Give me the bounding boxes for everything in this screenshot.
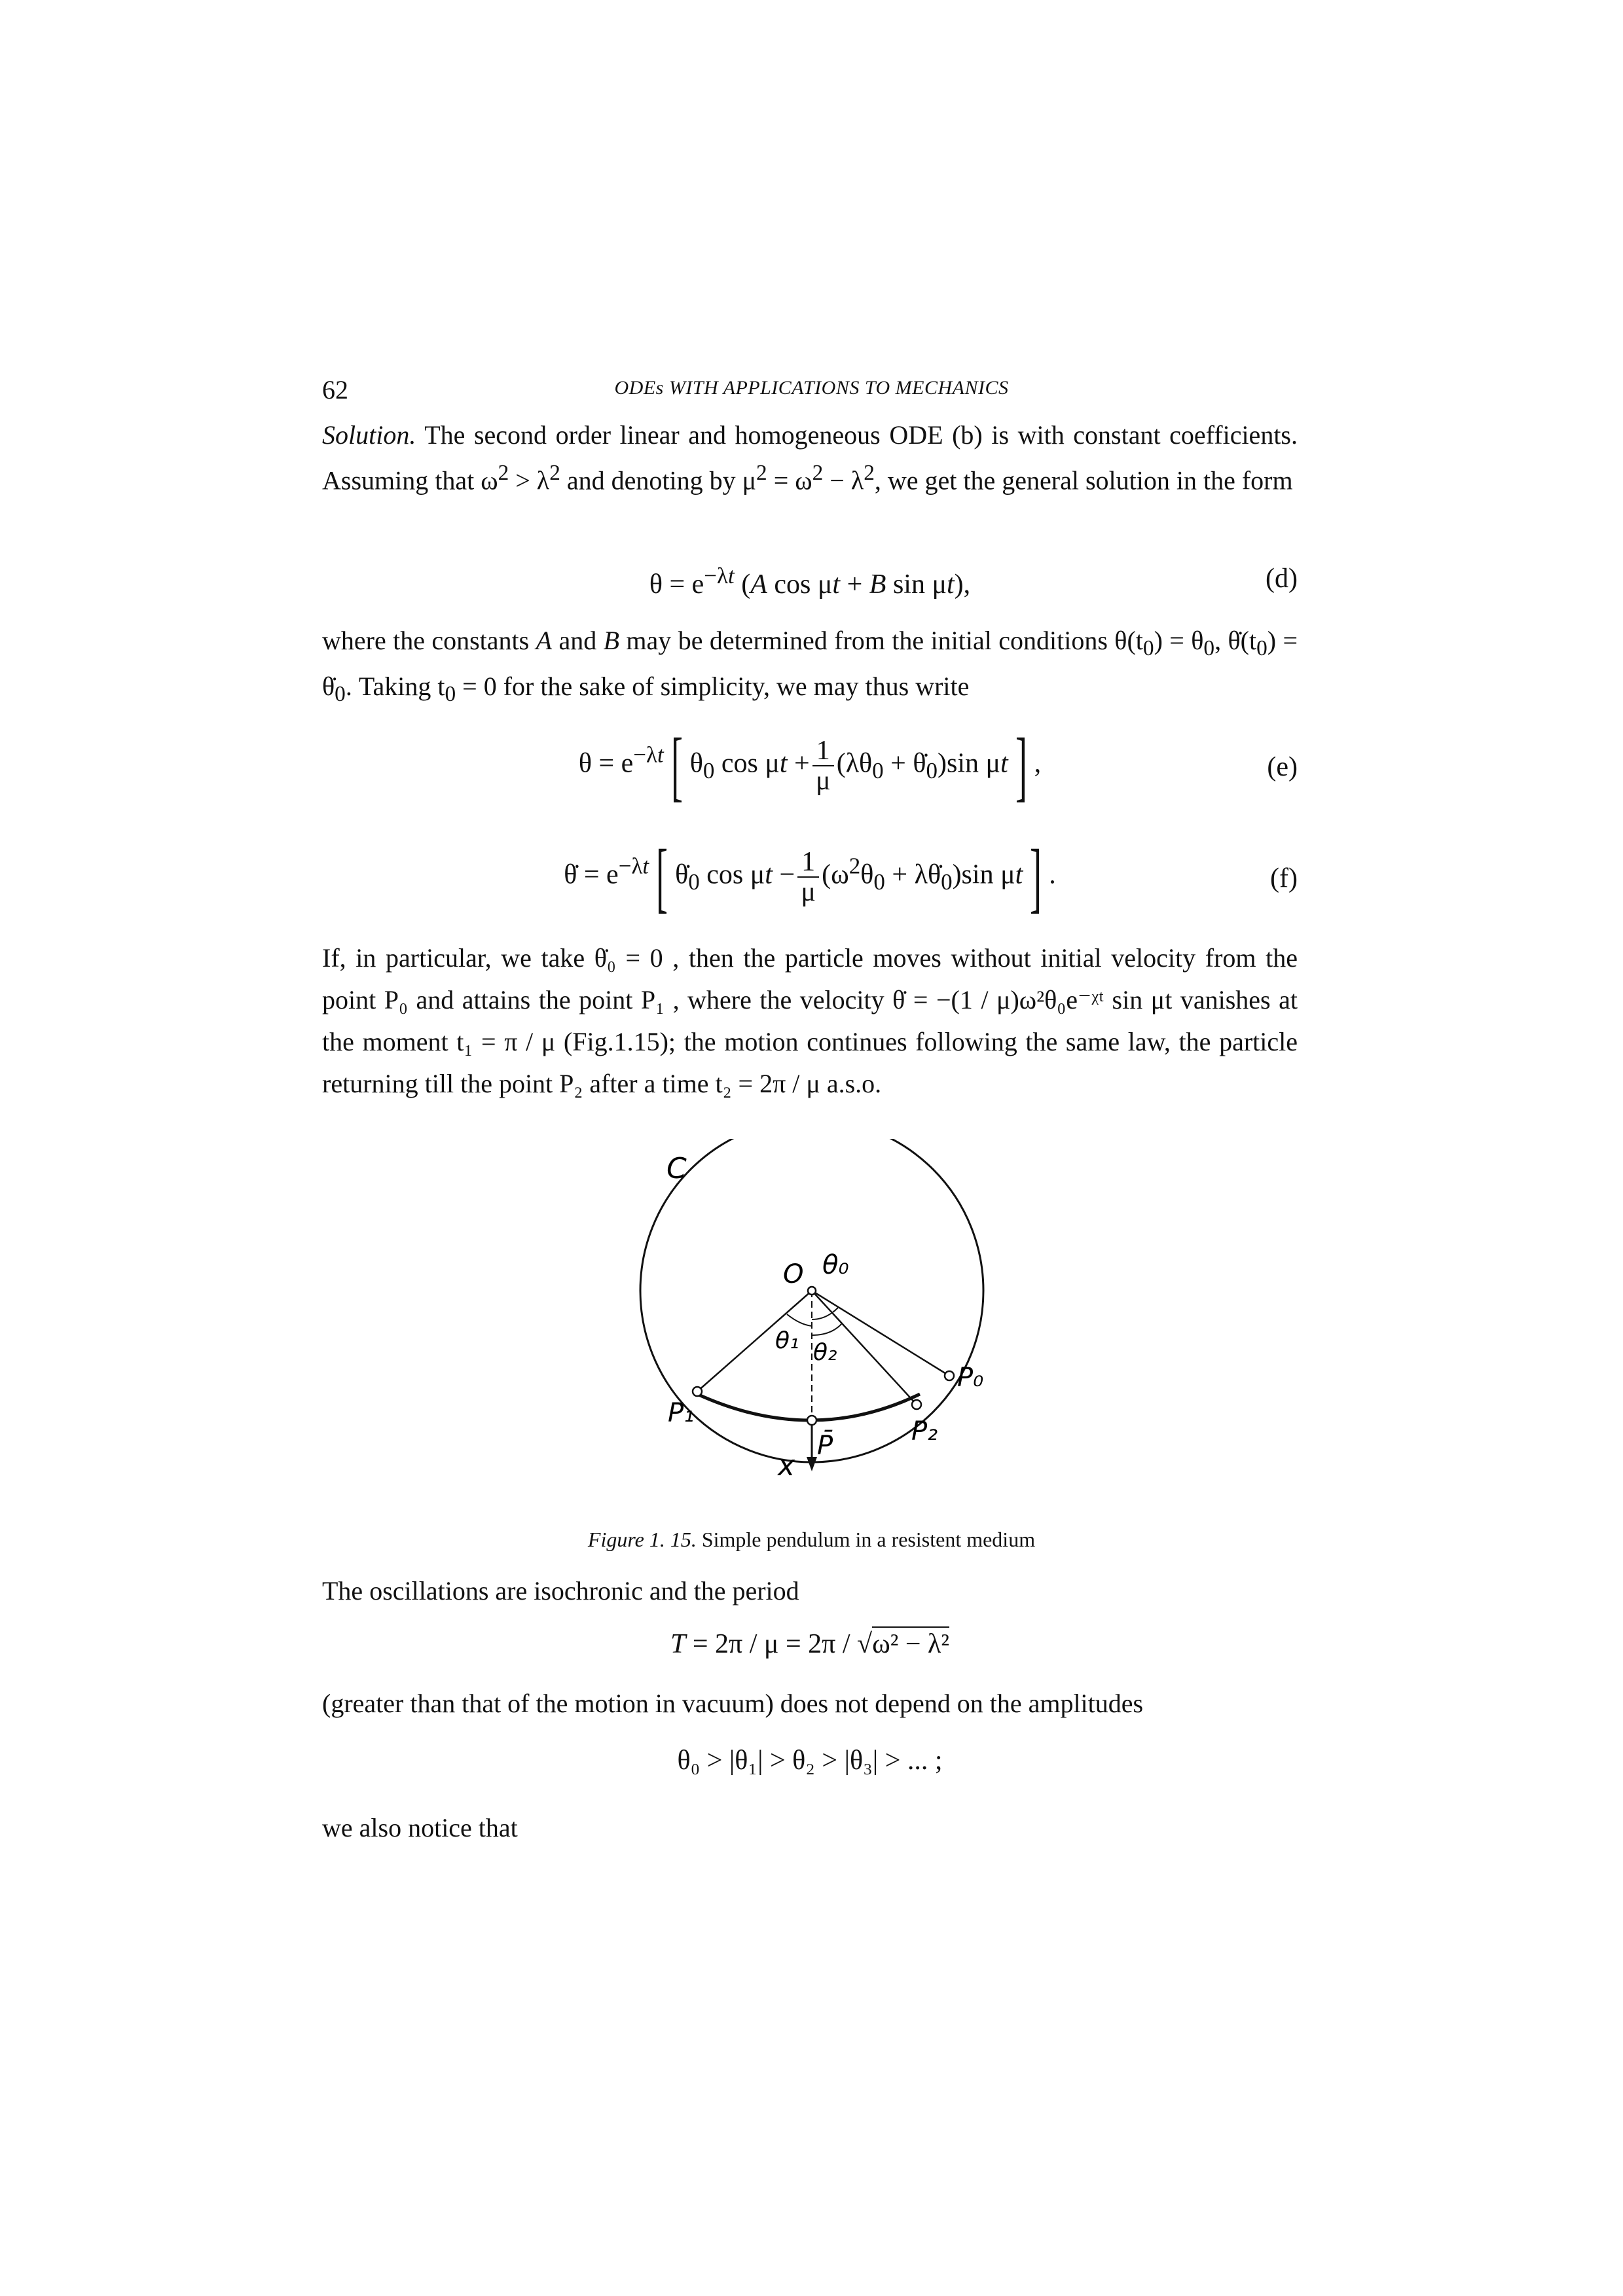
pendulum-diagram xyxy=(576,1139,1048,1532)
pivot-o xyxy=(808,1287,816,1295)
equation-e xyxy=(322,722,1298,818)
running-title: ODEs WITH APPLICATIONS TO MECHANICS xyxy=(614,377,1009,399)
label-x: x xyxy=(778,1449,795,1482)
equation-d-tag: (d) xyxy=(1266,564,1298,594)
paragraph-notice: we also notice that xyxy=(322,1813,518,1842)
equation-d-body: $\theta = e^{-\lambda t}$ (A cos μt + B sin μt), xyxy=(649,563,971,600)
equation-f-tag: (f) xyxy=(1270,863,1298,893)
solution-label: Solution. xyxy=(322,420,416,450)
paragraph-amplitudes: (greater than that of the motion in vacuum) does not depend on the amplitudes xyxy=(322,1689,1144,1718)
equation-period: T = 2π / μ = 2π / √ω² − λ² xyxy=(322,1628,1298,1681)
paragraph-initial-conditions: where the constants A and B may be determined from the initial conditions $\theta(t_0) = \theta_0$, $\thetȧ(t_0)$ = $\thetȧ_0$. Taking $t_0 = 0$ for the sake of simplicity, we may thus write xyxy=(322,626,1298,706)
point-p2 xyxy=(912,1400,921,1409)
label-p0: P₀ xyxy=(957,1363,984,1393)
point-p0 xyxy=(945,1371,954,1380)
period-root: ω² − λ² xyxy=(872,1626,949,1659)
equation-f xyxy=(322,833,1298,929)
paragraph-isochronic: The oscillations are isochronic and the period xyxy=(322,1576,799,1605)
label-p1: P₁ xyxy=(668,1398,695,1428)
paragraph-solution: Solution. The second order linear and homogeneous ODE (b) is with constant coefficients. Assuming that $\omega^2 > \lambda^2$ and denoting by $\mu^2 = \omega^2 - \lambda^2$, we get the general solution in the form xyxy=(322,420,1298,495)
figure-pendulum xyxy=(576,1139,1048,1532)
angle-theta2-arc xyxy=(812,1323,842,1335)
point-p xyxy=(807,1416,816,1425)
label-p: P̄ xyxy=(817,1431,833,1461)
label-c: C xyxy=(666,1152,687,1185)
equation-amplitudes xyxy=(322,1745,1298,1791)
caption-label: Figure 1. 15. xyxy=(587,1528,697,1551)
equation-e-body: $\theta = e^{-\lambda t}$[ $\theta_0$ cos μt + $\frac{1}{\mu}$ ($\lambda\theta_0$ + $\thetȧ_0)\sin$ μt] , xyxy=(578,722,1042,809)
point-p1 xyxy=(693,1387,702,1396)
angle-theta0-arc xyxy=(812,1308,838,1319)
angle-theta1-arc xyxy=(787,1314,812,1326)
x-arrowhead xyxy=(807,1457,817,1471)
label-o: O xyxy=(783,1259,804,1289)
page-number: 62 xyxy=(322,375,348,404)
label-p2: P₂ xyxy=(911,1416,938,1446)
equation-e-tag: (e) xyxy=(1267,752,1298,782)
paragraph-motion: If, in particular, we take θ̇₀ = 0 , then the particle moves without initial velocity from the point P₀ and attains the point P₁ , where the velocity θ̇ = −(1 / μ)ω²θ₀e⁻ᵡᵗ sin μt vanishes at the moment t₁ = π / μ (Fig.1.15); the motion continues following the same law, the particle returning till the point P₂ after a time t₂ = 2π / μ a.s.o. xyxy=(322,943,1298,1098)
label-theta1: θ₁ xyxy=(775,1327,799,1354)
amplitudes-body: θ₀ > |θ₁| > θ₂ > |θ₃| > ... ; xyxy=(677,1746,943,1776)
caption-text: Simple pendulum in a resistent medium xyxy=(696,1528,1036,1551)
equation-f-body: θ̇ = $e^{-\lambda t}$[ $\thetȧ_0$ cos μt − $\frac{1}{\mu}$ ($\omega^2\theta_0$ + $\lambda\thetȧ_0)\sin$ μt] . xyxy=(564,833,1056,920)
figure-caption xyxy=(0,1528,1623,1552)
label-theta0: θ₀ xyxy=(822,1250,849,1280)
label-theta2: θ₂ xyxy=(813,1339,837,1366)
